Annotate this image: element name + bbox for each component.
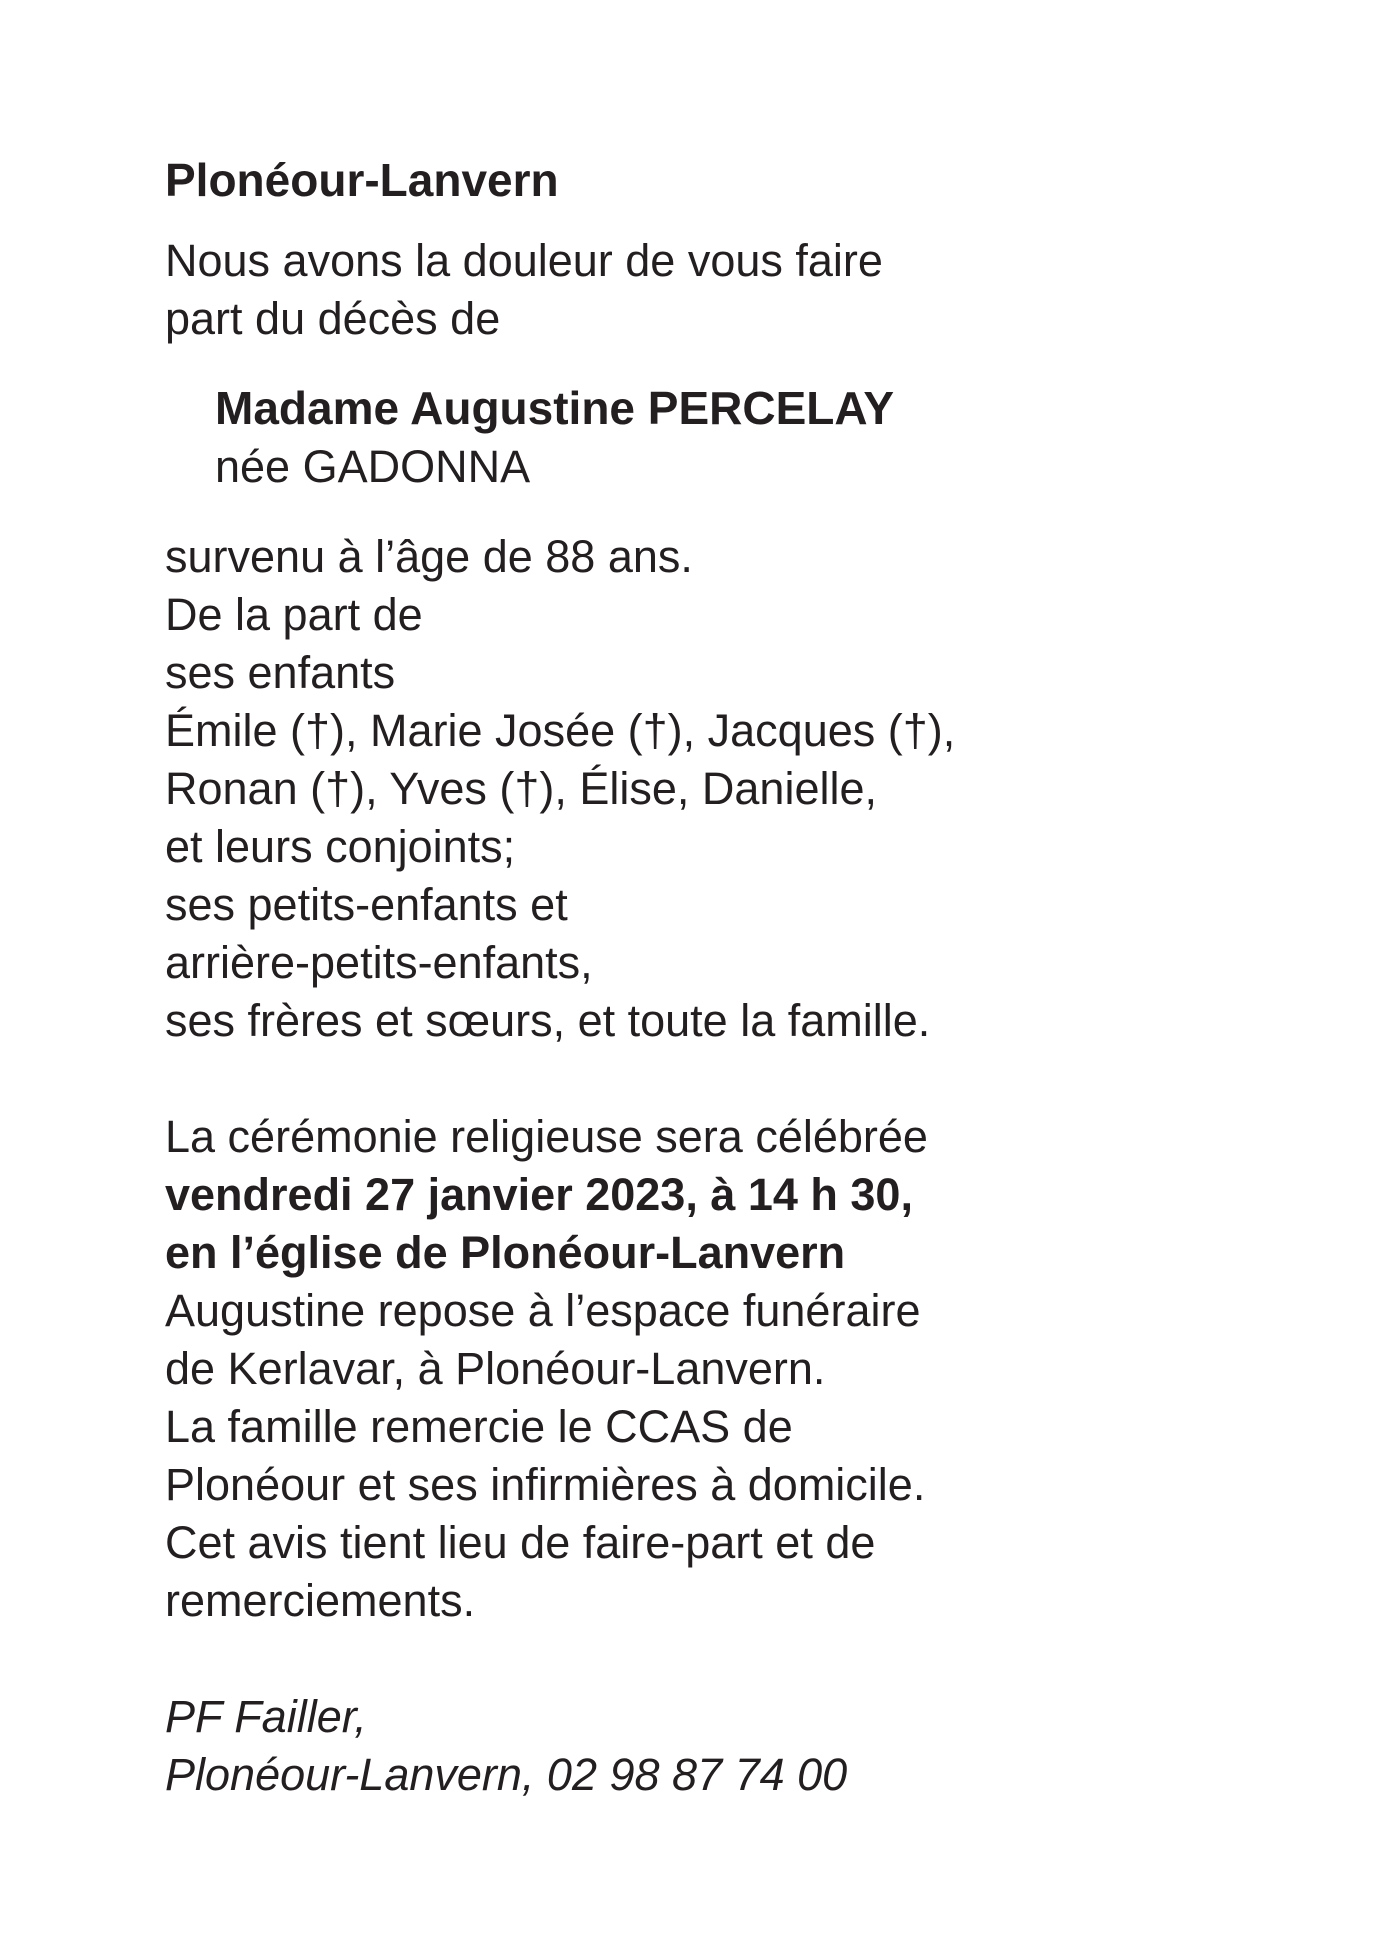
closing-line: de Kerlavar, à Plonéour-Lanvern. [165,1343,826,1394]
family-line: et leurs conjoints; [165,821,516,872]
intro-text [165,232,1265,348]
intro-line: Nous avons la douleur de vous faire [165,235,883,286]
family-line: ses enfants [165,647,396,698]
paragraph-spacer [165,1050,1265,1108]
ceremony-date: vendredi 27 janvier 2023, à 14 h 30, [165,1169,913,1220]
closing-line: Augustine repose à l’espace funéraire [165,1285,921,1336]
closing-line: Cet avis tient lieu de faire-part et de [165,1517,876,1568]
town-heading: Plonéour-Lanvern [165,154,559,206]
signature-line: Plonéour-Lanvern, 02 98 87 74 00 [165,1749,848,1800]
family-line: Émile (†), Marie Josée (†), Jacques (†), [165,705,956,756]
family-line: ses petits-enfants et [165,879,568,930]
deceased-block [165,378,1265,496]
family-line: Ronan (†), Yves (†), Élise, Danielle, [165,763,878,814]
deceased-name: Madame Augustine PERCELAY [215,382,895,434]
intro-line: part du décès de [165,293,501,344]
family-text [165,528,1265,1050]
obituary-notice [165,150,1265,1804]
ceremony-place: en l’église de Plonéour-Lanvern [165,1227,846,1278]
family-line: arrière-petits-enfants, [165,937,593,988]
ceremony-text [165,1108,1265,1630]
funeral-home-signature [165,1688,1265,1804]
maiden-name: née GADONNA [215,441,531,492]
closing-line: Plonéour et ses infirmières à domicile. [165,1459,926,1510]
closing-line: remerciements. [165,1575,476,1626]
closing-line: La famille remercie le CCAS de [165,1401,793,1452]
signature-line: PF Failler, [165,1691,367,1742]
family-line: survenu à l’âge de 88 ans. [165,531,693,582]
family-line: ses frères et sœurs, et toute la famille. [165,995,931,1046]
family-line: De la part de [165,589,423,640]
ceremony-intro: La cérémonie religieuse sera célébrée [165,1111,928,1162]
